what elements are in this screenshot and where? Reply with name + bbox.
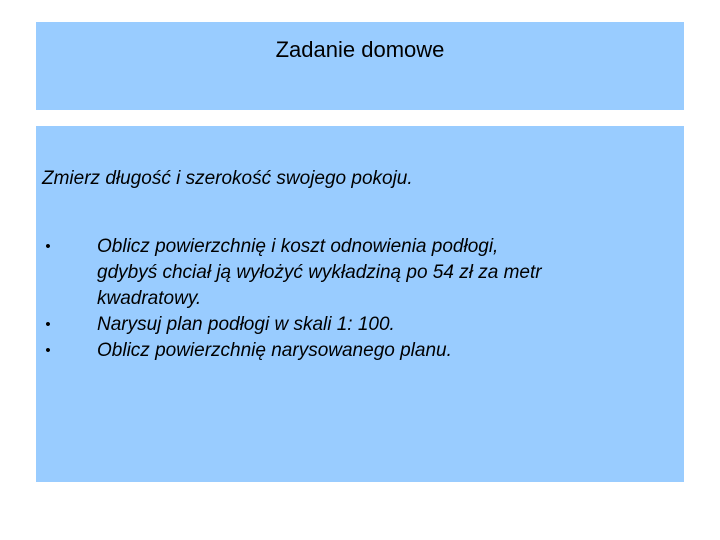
task-line: kwadratowy. [97,288,202,309]
task-item [41,338,677,364]
task-item [41,312,677,338]
content-panel [36,126,684,482]
task-line: Narysuj plan podłogi w skali 1: 100. [97,314,395,335]
title-panel [36,22,684,110]
task-line: Oblicz powierzchnię i koszt odnowienia podłogi, [97,236,499,257]
slide-title: Zadanie domowe [275,37,445,62]
bullet-icon: • [45,238,51,255]
bullet-icon: • [45,316,51,333]
intro-text: Zmierz długość i szerokość swojego pokoju. [42,168,413,189]
task-list [36,234,672,364]
task-line: gdybyś chciał ją wyłożyć wykładziną po 54 zł za metr [97,262,542,283]
bullet-icon: • [45,342,51,359]
task-line: Oblicz powierzchnię narysowanego planu. [97,340,452,361]
task-item [41,234,677,312]
